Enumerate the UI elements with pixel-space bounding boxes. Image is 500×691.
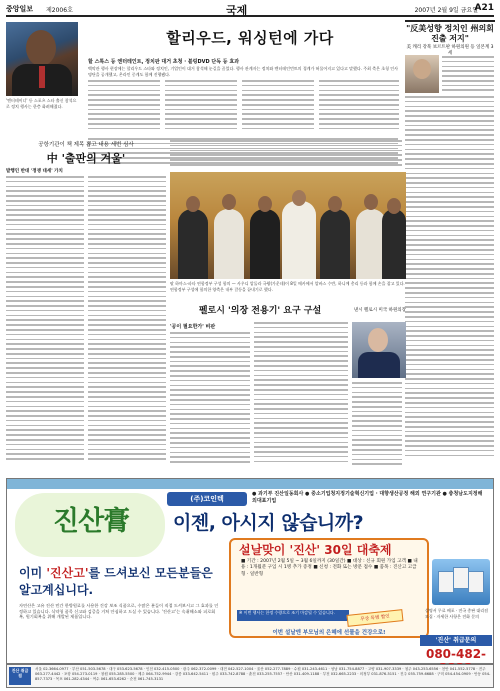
top-headline: 할리우드, 워싱턴에 가다 <box>166 29 334 47</box>
pelosi-column-2 <box>254 322 348 474</box>
publication-date: 2007년 2월 9일 금요일 <box>414 7 478 14</box>
left-story-byline: 발행인 반대 '정쟁 대세' 가치 <box>6 169 63 174</box>
ad-top-band <box>7 479 493 489</box>
politician-photo <box>6 22 78 96</box>
newspaper-name: 중앙일보 <box>6 5 34 13</box>
ad-credentials: ● 과기부 진산일동회사 ● 중소기업청지정기술혁신기업 · 대향생산공정 해외 연구기관 ● 충청남도지정해외대표기업 <box>252 491 483 504</box>
ad-slogan <box>19 565 224 599</box>
ad-phone-number: 080-482- <box>425 647 487 661</box>
summit-photo-caption: 팔 하마스·파타 연합정부 구성 합의 — 사우디 압둘라 국왕(가운데)이 8일 메카에서 압바스 수반, 하니예 총리 등과 함께 손을 잡고 있다. 연합정부 구성에 합의한 양측은 내부 갈등을 끝내기로 했다. <box>170 281 405 292</box>
dealer-directory <box>6 664 494 688</box>
ad-side-info: 설명서 무료 배포 · 전국 총판 대리점 모집 · 자세한 사항은 전화 문의 <box>425 608 488 619</box>
issue-number: 제2006호 <box>46 7 73 14</box>
pelosi-column-1 <box>170 332 250 474</box>
politician-photo-caption: '엔터테이너' 등 스포츠 스타 출신 참석으로 정치 행사는 한층 화려해졌다. <box>6 98 77 109</box>
center-text <box>170 140 402 170</box>
left-story-column-1 <box>6 176 84 474</box>
pelosi-headline: 펠로시 '의장 전용기' 요구 구설 <box>198 306 322 316</box>
lawmaker-photo <box>405 55 439 93</box>
top-story-text-columns <box>88 80 160 135</box>
directory-logo: 진산 취급점 <box>9 667 31 685</box>
ad-question: 이젠, 아시지 않습니까? <box>173 512 364 534</box>
top-story-body: 백악관 행사 현장에는 할리우드 스타와 정치인, 기업인이 대거 참석해 눈길을 끌었다. 행사 관계자는 정치와 엔터테인먼트의 경계가 허물어지고 있다고 말했다. 주최 측은 초청 인사 명단을 공개했고, 온라인 중계도 함께 진행됐다. <box>88 66 398 77</box>
ad-slogan-brand: '진산고' <box>46 566 89 580</box>
page-header <box>6 3 494 17</box>
opinion-text <box>405 96 494 476</box>
opinion-headline: "反美성향 정치인 州의회 진출 저지" <box>405 20 495 44</box>
ad-discount-stamp: 무상 특별 할인 <box>347 609 404 627</box>
ad-body-text: 자연산은 고유 진산 민간 한방원료를 사용한 건강 보조 식품으로, 수많은 분들이 직접 드셔보시고 그 효과를 인정하고 있습니다. 식약청 품목 신고와 검증을 거쳐 안심하고 드실 수 있습니다. '진산고'는 숙취해소와 피로회복, 원기회복을 위해 개발된 제품입니다. <box>19 603 219 620</box>
pelosi-photo-caption: 낸시 펠로시 미국 하원의장 <box>353 308 406 313</box>
top-story-column-4 <box>319 80 399 135</box>
ad-event-note: ※ 이번 행사는 한정 수량으로 조기 마감될 수 있습니다. <box>237 610 349 621</box>
pelosi-photo <box>352 322 406 378</box>
left-story-kicker: 공항기관이 책 제목 뽑고 내용 세번 심사 <box>38 142 134 148</box>
section-title: 국제 <box>226 4 248 17</box>
top-byline: 할 스톡스 등 엔터테인트, 정치판 대거 초청 · 블링DVD 단독 등 효과 <box>88 59 240 65</box>
summit-group-photo <box>170 172 406 279</box>
opinion-subheadline: 美 캐리 강북 보르트판 하원의원 등 일본계 3세 <box>406 45 494 56</box>
directory-listings: 서울 02-3664-0977 · 부산 051-503-5678 · 대구 053-623-5678 · 인천 032-415-0500 · 광주 062-372-0099 · 대전 042-527-1004 · 울산 052-277-7889 · 수원 031-243-4611 · 성남 031-754-8877 · 고양 031-907-3339 · 청주 043-253-6556 · 천안 041-552-5778 · 전주 063-277-4442 · 포항 054-273-0119 · 창원 055-285-5500 · 제주 064-752-9944 · 강릉 033-642-5411 · 원주 033-742-8788 · 춘천 033-255-7557 · 안산 031-409-1188 · 부천 032-665-2233 · 의정부 031-876-5151 · 진주 055-759-6688 · 구미 054-454-0909 · 안동 054-857-7373 · 목포 061-282-4344 · 여수 061-653-6262 · 순천 061-745-3131 <box>35 667 491 681</box>
page-number: A21 <box>474 3 494 13</box>
ad-promo-line: 이번 설날엔 부모님의 은혜에 선물을 건강으로! <box>272 630 386 636</box>
ad-slogan-lead: 이미 <box>19 566 43 580</box>
ad-product-image <box>432 559 490 605</box>
ad-brand-name: 진산膏 <box>53 506 130 537</box>
ad-event-title: 설날맞이 '진산' 30일 대축제 <box>239 543 392 557</box>
ad-slogan-rest: 를 드셔보신 모든분들은 알고계십니다. <box>19 566 213 597</box>
ad-phone-label: '진산' 취급문의 <box>420 635 492 646</box>
opinion-text-top <box>442 56 494 94</box>
pelosi-column-3 <box>352 382 402 474</box>
left-story-column-2 <box>88 176 166 474</box>
left-story-headline: 中 '출판의 겨울' <box>46 152 126 165</box>
advertisement <box>6 478 494 664</box>
ad-company-name: (주)코인텍 <box>167 492 247 506</box>
top-story-column-3 <box>242 80 314 135</box>
ad-event-details: ■ 기간 : 2007년 2월 5일 ~ 3월 6일까지 (30일간) ■ 대상 : 신규 회원 가입 고객 ■ 내용 : 1개월분 구입 시 1병 추가 증정 ■ 신청 : 전화 또는 방문 접수 ■ 품목 : 진산고 고급형 · 일반형 <box>241 559 418 577</box>
top-story-column-2 <box>165 80 237 135</box>
pelosi-subhead: '공이 필요한가' 비판 <box>170 324 216 330</box>
